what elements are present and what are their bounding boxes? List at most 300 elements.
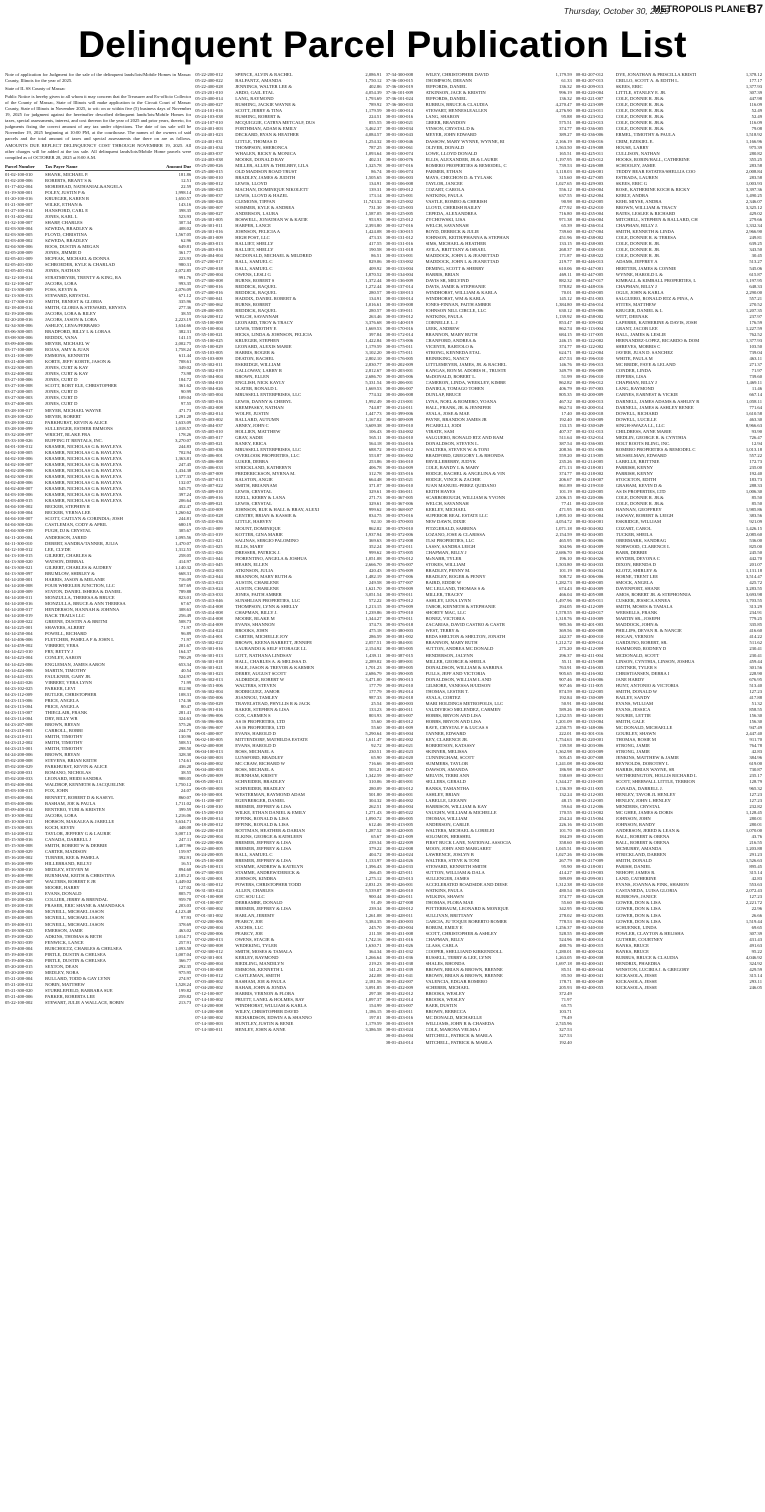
- amount-due: 174.61: [178, 758, 192, 764]
- amount-due: 1,197.95: [745, 277, 762, 283]
- amount-due: 1,750.12: [365, 78, 382, 84]
- parcel-number: 04-02-100-007: [5, 461, 33, 467]
- amount-due: 249.58: [368, 579, 382, 585]
- tax-payer-name: POTTERBAUM, LEONARD & MONIQUE: [425, 906, 509, 912]
- tax-payer-name: FORTHMAN, ADAM & EMILY: [235, 126, 297, 132]
- amount-due: 874.59: [559, 688, 572, 694]
- amount-due: 17.40: [561, 410, 572, 416]
- tax-payer-name: BECKER, VERNA LEE: [45, 510, 91, 516]
- tax-payer-name: BULLARD, TODD & GAY LYNN: [45, 975, 111, 981]
- amount-due: 2,830.77: [365, 362, 382, 368]
- tax-payer-name: FOUR WHEELER JUNCTION, LLC: [45, 582, 115, 588]
- tax-payer-name: JOHNSON NILL CIRCLE, LLC: [425, 307, 487, 313]
- amount-due: 55.60: [371, 725, 382, 731]
- parcel-number: 05-15-300-016: [5, 836, 33, 842]
- parcel-number: 08-02-304-006: [575, 537, 604, 543]
- parcel-number: 08-01-125-001: [385, 192, 414, 198]
- tax-payer-name: BURNS, ROBERT: [235, 301, 271, 307]
- parcel-number: 08-01-385-005: [385, 646, 414, 652]
- parcel-number: 05-10-300-011: [5, 818, 33, 824]
- parcel-number: 08-02-301-016: [575, 731, 604, 737]
- amount-due: 1,166.96: [745, 138, 762, 144]
- tax-payer-name: SHANK, MICHAEL P.: [45, 171, 89, 177]
- parcel-number: 04-24-200-006: [5, 752, 33, 758]
- parcel-number: 08-01-404-002: [385, 797, 414, 803]
- parcel-number: 08-01-137-014: [385, 283, 414, 289]
- amount-due: 1,587.05: [365, 211, 382, 217]
- amount-due: 5,331.54: [365, 380, 382, 386]
- tax-payer-name: EVANS, JESSICA: [615, 706, 651, 712]
- amount-due: 1,758.24: [175, 347, 192, 353]
- amount-due: 1,014.71: [175, 933, 192, 939]
- tax-payer-name: SOMMER, KYLE & ANDREA: [235, 205, 295, 211]
- amount-due: 234.91: [749, 610, 762, 616]
- amount-due: 77.41: [561, 501, 572, 507]
- tax-payer-name: SCOTT, ROBT ELE, CHRISTOPHER: [45, 383, 117, 389]
- amount-due: 414.22: [749, 634, 762, 640]
- amount-due: 557.22: [749, 452, 762, 458]
- amount-due: 292.35: [178, 963, 192, 969]
- amount-due: 553.63: [749, 882, 762, 888]
- tax-payer-name: ROBERTS, BRANT S &: [45, 177, 92, 183]
- tax-payer-name: BAILEY, SANDY: [615, 694, 651, 700]
- tax-payer-name: BAKER, STEPHEN & LISA: [235, 706, 290, 712]
- parcel-number: 05-18-400-005: [5, 915, 33, 921]
- tax-payer-name: SZWEDA, BRADLEY &: [45, 226, 93, 232]
- parcel-number: 05-36-391-016: [195, 706, 223, 712]
- tax-payer-name: JONES, KARL L: [45, 214, 78, 220]
- tax-payer-name: BENNETT, ROBERT D & KASEYL: [45, 794, 115, 800]
- tax-payer-name: AS IS PROPERTIES, LTD: [615, 489, 666, 495]
- amount-due: 2,250.75: [555, 725, 572, 731]
- parcel-number: 08-01-424-033: [385, 864, 414, 870]
- tax-payer-name: CANADA, DARRELL J: [45, 836, 91, 842]
- amount-due: 511.62: [749, 640, 762, 646]
- amount-due: 2,166.19: [555, 138, 572, 144]
- amount-due: 1,139.92: [555, 313, 572, 319]
- parcel-number: 08-01-139-008: [385, 301, 414, 307]
- parcel-number: 05-24-107-010: [195, 120, 223, 126]
- parcel-number: 08-02-303-004: [575, 513, 604, 519]
- tax-payer-name: SCARBOROUGH, WILLIAM & YVONN: [425, 495, 506, 501]
- tax-payer-name: THOMPSON, DEEANN: [425, 78, 472, 84]
- amount-due: 90.99: [180, 389, 192, 395]
- amount-due: 1,528.24: [175, 981, 192, 987]
- tax-payer-name: HOUSE, LARRY: [615, 144, 649, 150]
- tax-payer-name: VINSON, CRYSTAL D &: [425, 126, 475, 132]
- amount-due: 853.47: [559, 319, 572, 325]
- tax-payer-name: SKEES, ERIC G: [615, 180, 648, 186]
- tax-payer-name: VALDIVIESO MELENDEZ, CARMEN: [425, 706, 501, 712]
- amount-due: 2,686.70: [365, 374, 382, 380]
- tax-payer-name: DOWELL, RICHARD: [615, 410, 659, 416]
- column-4: [576, 72, 762, 1508]
- parcel-number: 05-35-402-014: [195, 410, 223, 416]
- amount-due: 726.47: [749, 434, 762, 440]
- tax-payer-name: LUKER, DEBRA: [235, 459, 269, 464]
- parcel-number: 08-02-113-004: [575, 325, 604, 331]
- amount-due: 197.01: [368, 1015, 382, 1021]
- amount-due: 59.64: [561, 803, 572, 809]
- tax-payer-name: FOWLER, CLAYTON & HELISHA: [615, 930, 684, 936]
- amount-due: 136.32: [559, 96, 572, 102]
- parcel-number: 06-18-200-014: [195, 815, 223, 821]
- amount-due: 280.01: [749, 821, 762, 827]
- amount-due: 235.17: [749, 773, 762, 779]
- amount-due: 177.79: [368, 682, 382, 688]
- parcel-number: 08-02-207-008: [575, 755, 604, 761]
- tax-payer-name: HALE, JASON & TREVOR & KARMEN: [235, 664, 315, 670]
- tax-payer-name: WALTERS, STEVEN: [235, 682, 276, 688]
- parcel-number: 08-02-415-008: [575, 658, 604, 664]
- parcel-number: 08-02-219-003: [575, 870, 604, 876]
- amount-due: 397.84: [368, 332, 382, 338]
- tax-payer-name: MCDONALD, SCOTT: [615, 652, 660, 658]
- parcel-number: 08-02-216-005: [575, 839, 604, 845]
- amount-due: 312.78: [368, 471, 382, 477]
- amount-due: 143.16: [178, 201, 192, 207]
- tax-payer-name: MC GHEE, JAMES & DORIS: [615, 809, 673, 815]
- tax-payer-name: PEARCY, JOE: [235, 930, 263, 936]
- tax-payer-name: BREMER, JEFFREY & LISA: [235, 839, 292, 845]
- tax-payer-name: MOORE, BLAKE M: [235, 616, 275, 622]
- amount-due: 619.00: [749, 761, 762, 767]
- tax-payer-name: MILLER, TRACEY: [425, 592, 464, 598]
- tax-payer-name: MEDLIN, GEORGE R. & CYNTHIA: [615, 434, 687, 440]
- parcel-number: 02-19-200-006: [5, 310, 33, 316]
- tax-payer-name: BOBUM, EMILY E: [425, 924, 463, 930]
- tax-payer-name: SCHROEDER, KYLE & CHARLAD: [45, 262, 115, 268]
- tax-payer-name: AMOS, ROBERT JR. & STEPHONNIA: [615, 592, 691, 598]
- parcel-number: 05-27-300-041: [195, 295, 223, 301]
- tax-payer-name: ESTRADA, LAUREN: [615, 174, 658, 180]
- parcel-number: 05-26-401-009: [195, 235, 223, 241]
- tax-payer-name: FAULKNER, GARY JR.: [45, 673, 92, 679]
- amount-due: 95.22: [751, 948, 762, 954]
- amount-due: 907.46: [559, 676, 572, 682]
- tax-payer-name: ELLIS, ALEXANDER, JR & LAURIE: [425, 156, 498, 162]
- tax-payer-name: PAYNE, BRANDON JAMES JR: [425, 416, 487, 422]
- parcel-number: 08-02-209-007: [575, 767, 604, 773]
- parcel-number: 08-01-426-011: [385, 894, 413, 900]
- tax-payer-name: WINDHORST, WILLIAM & KARLA: [235, 1003, 307, 1009]
- column-2: [195, 72, 381, 1508]
- amount-due: 201.67: [178, 643, 192, 649]
- parcel-number: 08-01-367-005: [385, 495, 414, 501]
- tax-payer-name: WELCH, SAVANNAH: [425, 501, 469, 507]
- tax-payer-name: HARRIS, VERNON & FLORA: [235, 991, 295, 997]
- parcel-number: 08-01-431-008: [385, 930, 414, 936]
- amount-due: 565.11: [369, 434, 382, 440]
- tax-payer-name: CARTER, MICHELLE JOY: [235, 634, 289, 640]
- parcel-number: 06-02-400-008: [195, 743, 223, 749]
- amount-due: 1,518.92: [745, 132, 762, 138]
- tax-payer-name: BREMER, JEFFREY & LISA: [235, 858, 292, 864]
- parcel-number: 08-01-373-005: [385, 549, 414, 555]
- parcel-number: 08-01-100-046: [385, 138, 414, 144]
- tax-payer-name: HADDIX, DANIEL ROBERT &: [235, 295, 297, 301]
- amount-due: 511.64: [559, 434, 572, 440]
- tax-payer-name: BOSWELL, JONATHAN W & KATIE: [235, 217, 308, 223]
- parcel-number: 08-02-213-005: [575, 452, 604, 458]
- amount-due: 1,227.59: [745, 325, 762, 331]
- amount-due: 279.66: [749, 217, 762, 223]
- amount-due: 771.64: [749, 404, 762, 410]
- parcel-number: 06-05-200-009: [195, 773, 223, 779]
- amount-due: 186.98: [559, 767, 572, 773]
- tax-payer-name: MOREHEAD, NATHANIAL&ANGELA: [45, 183, 123, 189]
- amount-due: 589.26: [559, 706, 572, 712]
- parcel-number: 08-01-131-016: [385, 241, 414, 247]
- amount-due: 1,093.64: [365, 150, 382, 156]
- parcel-number: 08-02-326-010: [575, 882, 604, 888]
- tax-payer-name: REYNOLDS, DOROTHY L: [615, 761, 669, 767]
- tax-payer-name: DOWELL, LUCILLE: [615, 416, 657, 422]
- tax-payer-name: ANDERSON, JERED & LEAN &: [615, 827, 680, 833]
- parcel-number: 08-01-109-012: [385, 186, 414, 192]
- parcel-number: 07-01-301-002: [195, 912, 223, 918]
- parcel-number: 08-01-335-021: [385, 477, 414, 483]
- parcel-number: 08-01-100-016: [385, 114, 414, 120]
- parcel-number: 05-26-300-027: [195, 211, 223, 217]
- tax-payer-name: BARR, DEBBIE: [615, 549, 648, 555]
- tax-payer-name: STEWARD, KRYSTAL: [45, 292, 90, 298]
- tax-payer-name: MCQUIGGIE, CATRYA METCALF, DUS: [235, 120, 315, 126]
- parcel-number: 05-35-413-023: [195, 579, 223, 585]
- tax-payer-name: TABOR, KENNETH & STEPHANIE: [425, 604, 496, 610]
- parcel-number: 05-26-301-016: [195, 229, 223, 235]
- parcel-number: 07-14-300-011: [195, 1027, 223, 1033]
- tax-payer-name: RANEY, ERICA: [235, 440, 267, 446]
- amount-due: 463.11: [749, 356, 762, 362]
- parcel-number: 08-01-100-014: [385, 108, 414, 114]
- tax-payer-name: SHREVES, MORRIS C: [615, 344, 661, 350]
- header-payer: Tax Payer Name: [45, 163, 78, 169]
- parcel-number: 08-02-435-004: [575, 211, 604, 217]
- tax-payer-name: COLE, MARONA VELMA J: [425, 1027, 481, 1033]
- parcel-number: 02-05-401-034: [5, 268, 33, 274]
- parcel-number: 04-14-424-006: [5, 667, 33, 673]
- amount-due: 947.49: [749, 725, 762, 731]
- tax-payer-name: BURCHOLTZ, CHARLES & CHELSEA: [45, 945, 122, 951]
- amount-due: 1,344.27: [555, 779, 572, 785]
- amount-due: 116.09: [749, 102, 762, 108]
- amount-due: 2,686.79: [365, 670, 382, 676]
- tax-payer-name: CASTLEMAN, SMITH: [235, 972, 280, 978]
- tax-payer-name: JUAN MANUEL-PEREZ QUIDANO: [425, 483, 497, 489]
- parcel-number: 08-01-125-005: [385, 211, 414, 217]
- amount-due: 1,742.16: [365, 936, 382, 942]
- amount-due: 352.24: [368, 543, 382, 549]
- tax-payer-name: HODGE, RACHEL & ANGELINA & VIN: [425, 471, 506, 477]
- amount-due: 3,386.58: [365, 1027, 382, 1033]
- tax-payer-name: RUFFING IT RENTALS, INC.: [45, 437, 103, 443]
- amount-due: 1,621.70: [365, 585, 382, 591]
- table-row: [5, 1000, 191, 1006]
- amount-due: 86.74: [371, 168, 382, 174]
- parcel-number: 07-02-400-004: [195, 960, 223, 966]
- tax-payer-name: BUTLER, CHRISTOPHER: [45, 691, 97, 697]
- amount-due: 829.06: [368, 259, 382, 265]
- tax-payer-name: MITCHELL, PATRICK & MARLA: [425, 1033, 493, 1039]
- amount-due: 342.95: [559, 906, 572, 912]
- amount-due: 43.76: [751, 833, 762, 839]
- parcel-number: 05-02-200-033: [5, 776, 33, 782]
- amount-due: 465.95: [559, 537, 572, 543]
- amount-due: 855.55: [368, 120, 382, 126]
- parcel-number: 02-13-300-013: [5, 292, 33, 298]
- amount-due: 256.49: [178, 613, 192, 619]
- tax-payer-name: HODGE, VINCE & ZACHIE: [425, 477, 481, 483]
- parcel-number: 05-35-409-021: [195, 501, 223, 507]
- parcel-number: 04-23-113-004: [5, 703, 33, 709]
- amount-due: 779.25: [749, 616, 762, 622]
- parcel-number: 08-02-400-038: [575, 954, 604, 960]
- tax-payer-name: SPENCE, ALVIN & RACHEL: [235, 72, 293, 77]
- parcel-number: 08-02-401-003: [575, 622, 604, 628]
- parcel-number: 03-09-400-006: [5, 341, 33, 347]
- amount-due: 861.89: [559, 483, 572, 489]
- tax-payer-name: ELKINS, GEORGE & KATHLEEN: [235, 833, 303, 839]
- amount-due: 139.31: [368, 186, 382, 192]
- tax-payer-name: LINSON, CYNTHIA, LINSON, JOSHUA: [615, 658, 695, 664]
- tax-payer-name: FIRST BUCK LANE, NATIONAL ASSOCIA: [425, 839, 512, 845]
- parcel-number: 04-14-406-006: [5, 637, 33, 643]
- amount-due: 988.05: [178, 776, 192, 782]
- amount-due: 637.55: [559, 192, 572, 198]
- parcel-number: 03-28-100-020: [5, 413, 33, 419]
- amount-due: 2,085.60: [745, 531, 762, 537]
- amount-due: 999.62: [368, 549, 382, 555]
- parcel-number: 05-35-411-009: [195, 525, 223, 531]
- amount-due: 315.14: [749, 870, 762, 876]
- amount-due: 1,013.18: [745, 446, 762, 452]
- tax-payer-name: HUNTLEY, JUSTIN & RENIE: [235, 1021, 294, 1027]
- tax-payer-name: AYALA, JOSE & MAE: [425, 410, 470, 416]
- parcel-number: 05-35-103-005: [195, 350, 223, 356]
- tax-payer-name: LOTT, NATHANA LINDSAY: [235, 652, 292, 658]
- parcel-number: 08-01-125-003: [385, 205, 414, 211]
- tax-payer-name: KRAMER, NICHOLAS G & HAYLEYA: [45, 443, 122, 449]
- tax-payer-name: WELCH, SAVANNAH: [425, 223, 469, 229]
- parcel-number: 05-27-300-008: [195, 277, 223, 283]
- tax-payer-name: WEDEKING, TYLER: [235, 942, 278, 948]
- parcel-number: 05-09-400-014: [5, 806, 33, 812]
- parcel-number: 08-02-459-006: [575, 307, 604, 313]
- parcel-number: 08-01-173-006: [385, 338, 414, 344]
- tax-payer-name: MCNEILL, MICHAEL JASON: [45, 909, 104, 915]
- amount-due: 508.51: [178, 740, 192, 746]
- amount-due: 1,318.76: [555, 616, 572, 622]
- amount-due: 134.91: [368, 295, 382, 301]
- tax-payer-name: VICENTE, BARTOLO &: [425, 344, 474, 350]
- amount-due: 3,102.20: [365, 350, 382, 356]
- amount-due: 139.58: [559, 743, 572, 749]
- amount-due: 222.01: [559, 731, 572, 737]
- tax-payer-name: MCPEAK, MICHAEL & DONNA: [45, 256, 110, 262]
- parcel-number: 08-02-306-006: [575, 573, 604, 579]
- amount-due: 789.92: [368, 102, 382, 108]
- tax-payer-name: LOZANO, JOSE & CLARISSA: [425, 531, 486, 537]
- tax-payer-name: KOTTER, GINA MARIE: [235, 531, 283, 537]
- amount-due: 1,266.64: [365, 954, 382, 960]
- tax-payer-name: BALLIET, SHELLY: [235, 247, 274, 253]
- parcel-number: 08-01-100-061: [385, 144, 414, 150]
- amount-due: 536.00: [749, 537, 762, 543]
- amount-due: 4,054.72: [555, 519, 572, 525]
- amount-due: 4,046.92: [745, 954, 762, 960]
- parcel-number: 04-23-212-002: [5, 740, 33, 746]
- amount-due: 315.14: [749, 972, 762, 978]
- tax-payer-name: CRIM, EZEKIEL E.: [615, 138, 654, 144]
- amount-due: 1,470.07: [175, 540, 192, 546]
- amount-due: 92.10: [371, 519, 382, 525]
- tax-payer-name: DANIELS, TOMAGO TOHEN: [425, 386, 484, 392]
- tax-payer-name: ROMERO PROPERTIES & REMODEL C: [615, 446, 696, 452]
- amount-due: 145.12: [559, 295, 572, 301]
- tax-payer-name: CHRISTIANSEN, DEBRA I: [615, 670, 670, 676]
- amount-due: 201.07: [749, 561, 762, 567]
- tax-payer-name: KLOTZ, SHIRLEY &: [615, 567, 658, 573]
- parcel-number: 08-01-400-011: [385, 706, 413, 712]
- table-header: [5, 164, 191, 171]
- tax-payer-name: CUSKER, JESSICA ANNEA: [615, 598, 671, 604]
- amount-due: 1,051.08: [365, 555, 382, 561]
- parcel-number: 08-01-133-001: [385, 253, 414, 259]
- tax-payer-name: DEBERT, SANDRA/TANNER, JULIA: [45, 540, 119, 546]
- parcel-number: 06-31-300-012: [195, 882, 223, 888]
- tax-payer-name: KERLY, ANDRA: [615, 192, 649, 198]
- parcel-number: 08-02-411-004: [575, 652, 604, 658]
- amount-due: 127.23: [749, 894, 762, 900]
- parcel-number: 05-35-404-037: [195, 422, 223, 428]
- tax-payer-name: PRICE, ANGELA: [45, 703, 79, 709]
- amount-due: 335.85: [749, 622, 762, 628]
- parcel-number: 04-13-300-020: [5, 558, 33, 564]
- tax-payer-name: MEYER, MICHAEL W: [45, 341, 90, 347]
- parcel-number: 05-02-200-029: [5, 764, 33, 770]
- amount-due: 369.56: [559, 628, 572, 634]
- amount-due: 73.98: [180, 371, 192, 377]
- parcel-number: 05-35-100-029: [195, 344, 223, 350]
- tax-payer-name: KRAMER, NICHOLAS G & HAYLEYA: [45, 449, 122, 455]
- parcel-number: 08-01-431-032: [385, 948, 414, 954]
- amount-due: 402.86: [368, 84, 382, 90]
- parcel-number: 08-01-131-018: [385, 247, 414, 253]
- amount-due: 1,006.30: [745, 489, 762, 495]
- parcel-number: 08-02-140-009: [575, 706, 604, 712]
- amount-due: 2,966.90: [745, 229, 762, 235]
- amount-due: 280.82: [749, 150, 762, 156]
- amount-due: 907.46: [559, 682, 572, 688]
- amount-due: 3,325.12: [745, 205, 762, 211]
- amount-due: 2,802.10: [365, 356, 382, 362]
- parcel-number: 04-03-100-006: [5, 492, 33, 498]
- tax-payer-name: STAMME, ANDREW/DERICK &: [235, 870, 300, 876]
- tax-payer-name: JOHNSON, JOHN: [615, 815, 651, 821]
- parcel-number: 08-01-432-009: [385, 985, 414, 991]
- tax-payer-name: ROMANO, NICHOLAS: [45, 770, 91, 776]
- parcel-number: 08-01-405-003: [385, 761, 414, 767]
- amount-due: 466.04: [559, 592, 572, 598]
- parcel-number: 06-04-400-003: [195, 767, 223, 773]
- tax-payer-name: HANNAN, GEOFFREY: [615, 507, 662, 513]
- amount-due: 1,095.56: [175, 534, 192, 540]
- tax-payer-name: AUSTIN, CHARLENE: [235, 579, 279, 585]
- parcel-number: 08-01-202-009: [385, 362, 414, 368]
- amount-due: 8,966.63: [745, 422, 762, 428]
- parcel-number: 08-01-400-003: [385, 700, 414, 706]
